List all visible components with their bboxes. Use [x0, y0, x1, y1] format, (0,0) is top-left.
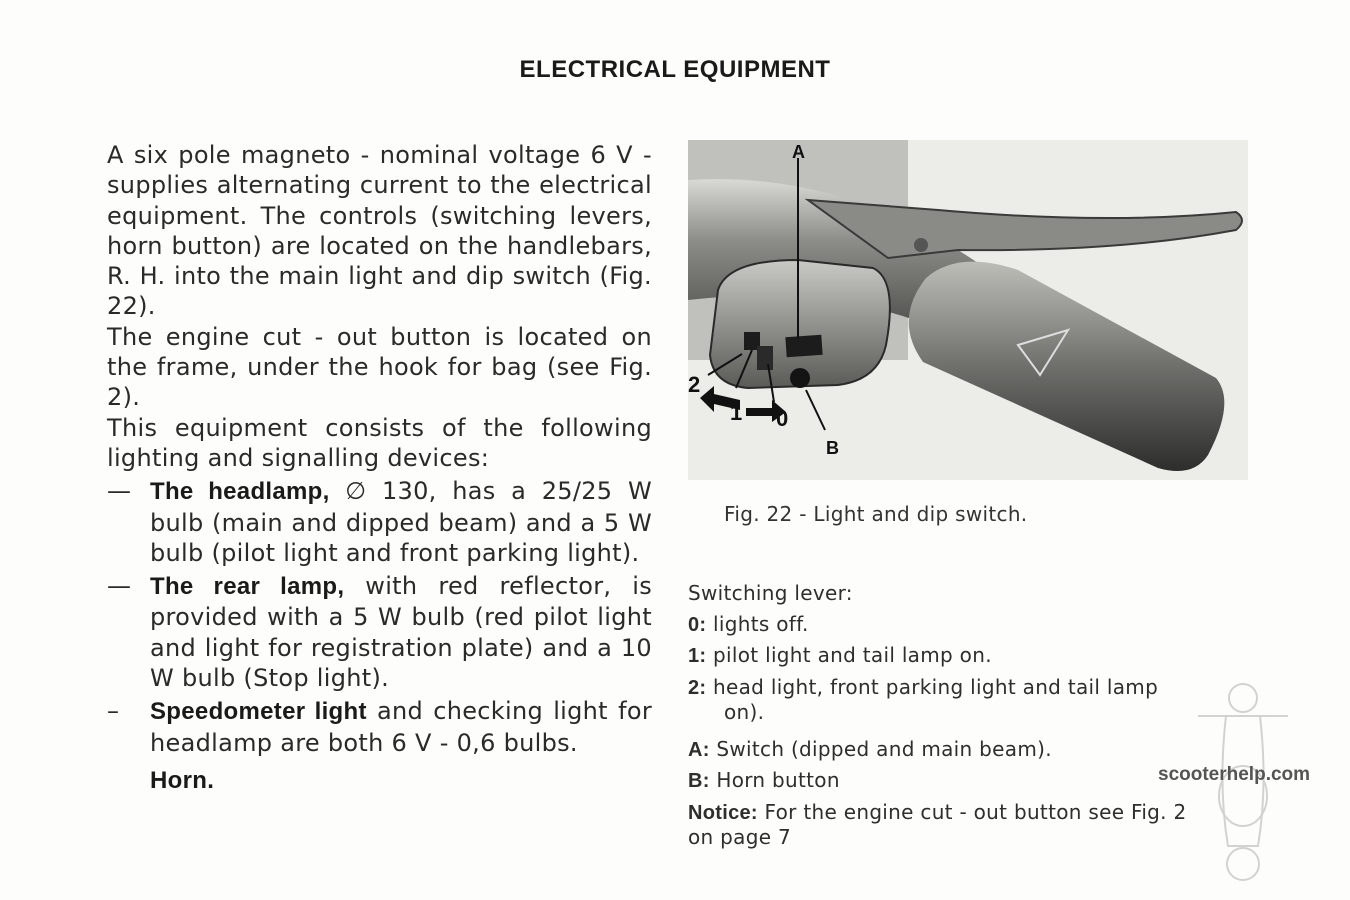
legend-text: Horn button [709, 768, 840, 792]
legend-key: A: [688, 738, 710, 761]
legend-key: Notice: [688, 801, 758, 824]
label-a: A [792, 142, 805, 162]
figure-caption: Fig. 22 - Light and dip switch. [724, 502, 1028, 526]
bullet-title: The rear lamp, [150, 573, 345, 601]
page-title: ELECTRICAL EQUIPMENT [519, 56, 831, 83]
paragraph-intro: A six pole magneto - nominal voltage 6 V - supplies alternating current to the electrical equipment. The controls (switching levers, horn button) are located on the handlebars, R. H. into the main light and dip switch (Fig. 22). [107, 141, 652, 321]
body-text-column [107, 140, 652, 796]
figure-22-handlebar-switch [688, 140, 1248, 480]
horn-button [790, 368, 810, 388]
bullet-dash: – [107, 697, 120, 726]
label-position-2: 2 [688, 372, 701, 397]
legend-continuation: on). [724, 700, 765, 724]
horn-heading: Horn. [150, 766, 215, 794]
legend-continuation: on page 7 [688, 825, 792, 849]
legend-text: pilot light and tail lamp on. [706, 643, 992, 667]
legend-text: lights off. [706, 611, 809, 636]
legend-text: Switch (dipped and main beam). [709, 736, 1052, 761]
bullet-rear-lamp [107, 571, 652, 693]
switch-lever-small [757, 346, 773, 370]
bullet-speedometer [107, 696, 652, 758]
bullet-text: ∅ 130, has a 25/25 W bulb (main and dipped beam) and a 5 W bulb (pilot light and front parking light). [150, 477, 652, 567]
legend-text: head light, front parking light and tail lamp [706, 674, 1159, 699]
switch-legend [688, 578, 1248, 853]
legend-key: 2: [688, 676, 707, 699]
legend-item [688, 609, 1248, 641]
legend-key: 0: [688, 613, 707, 636]
label-position-1: 1 [730, 400, 743, 425]
legend-text: For the engine cut - out button see Fig. 2 [757, 799, 1187, 824]
bullet-headlamp [107, 476, 652, 568]
legend-key: 1: [688, 645, 707, 667]
bullet-title: The headlamp, [150, 478, 330, 506]
legend-heading: Switching lever: [688, 581, 853, 605]
bullet-dash: — [107, 477, 132, 506]
lever-pivot [914, 238, 928, 252]
legend-item [688, 640, 1248, 672]
bullet-title: Speedometer light [150, 698, 367, 726]
bullet-text: and checking light for headlamp are both 6 V - 0,6 bulbs. [150, 697, 653, 757]
switch-lever-a [785, 335, 822, 357]
legend-key: B: [688, 770, 710, 792]
bullet-dash: — [107, 572, 132, 601]
handlebar-illustration [688, 140, 1248, 480]
legend-item [688, 734, 1248, 766]
bullet-text: with red reflector, is provided with a 5 W bulb (red pilot light and light for registration plate) and a 10 W bulb (Stop light). [150, 572, 653, 693]
paragraph-devices: This equipment consists of the following lighting and signalling devices: [107, 413, 652, 472]
watermark-text: scooterhelp.com [1158, 764, 1311, 785]
label-position-0: 0 [776, 406, 789, 431]
paragraph-cutout: The engine cut - out button is located on the frame, under the hook for bag (see Fig. 2). [107, 322, 652, 412]
label-b: B [826, 438, 839, 458]
